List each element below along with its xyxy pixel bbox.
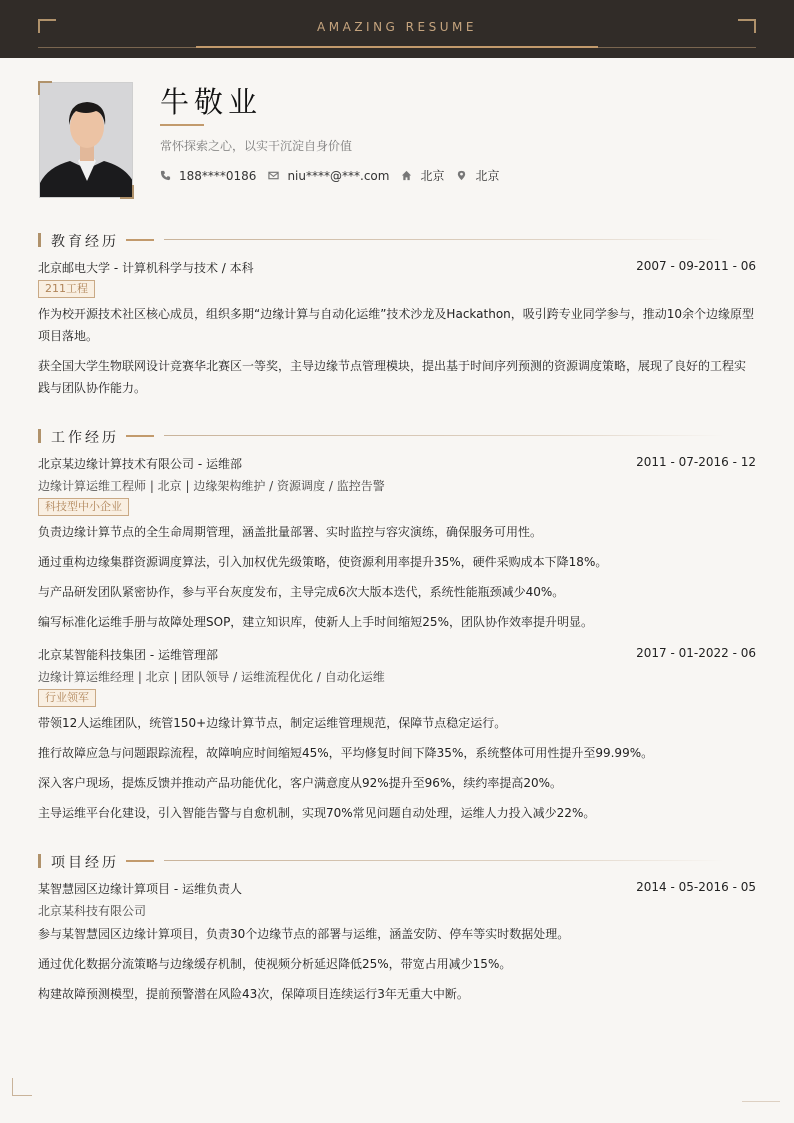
company-department: 北京某边缘计算技术有限公司 - 运维部: [38, 457, 242, 471]
heading-bar: [38, 854, 41, 868]
work-detail: 主导运维平台化建设，引入智能告警与自愈机制，实现70%常见问题自动处理，运维人力投入减少22%。: [38, 806, 596, 820]
photo-frame-corner: [38, 81, 52, 95]
project-detail: 通过优化数据分流策略与边缘缓存机制，使视频分析延迟降低25%，带宽占用减少15%。: [38, 957, 512, 971]
heading-accent-line: [126, 435, 154, 437]
contact-location: [456, 167, 499, 184]
heading-accent-line: [126, 860, 154, 862]
phone-icon: [160, 170, 171, 181]
section-heading-education: [38, 232, 756, 248]
project-detail: 构建故障预测模型，提前预警潜在风险43次，保障项目连续运行3年无重大中断。: [38, 987, 469, 1001]
work-detail: 与产品研发团队紧密协作，参与平台灰度发布，主导完成6次大版本迭代，系统性能瓶颈减少40%。: [38, 585, 565, 599]
company-tag: 行业领军: [38, 689, 96, 707]
school-major-degree: 北京邮电大学 - 计算机科学与技术 / 本科: [38, 261, 254, 275]
location-text: 北京: [475, 169, 500, 183]
heading-accent-line: [126, 239, 154, 241]
footer-line-decoration: [742, 1101, 780, 1102]
photo-frame-corner: [120, 185, 134, 199]
mail-icon: [268, 170, 279, 181]
job-subtitle: 边缘计算运维工程师 | 北京 | 边缘架构维护 / 资源调度 / 监控告警: [38, 479, 385, 493]
location-icon: [456, 170, 467, 181]
date-range: 2014 - 05-2016 - 05: [636, 880, 756, 894]
date-range: 2017 - 01-2022 - 06: [636, 646, 756, 660]
heading-bar: [38, 233, 41, 247]
hometown-text: 北京: [420, 169, 445, 183]
date-range: 2011 - 07-2016 - 12: [636, 455, 756, 469]
profile-photo: [39, 82, 133, 198]
work-detail: 编写标准化运维手册与故障处理SOP，建立知识库，使新人上手时间缩短25%，团队协作效率提升明显。: [38, 615, 593, 629]
work-detail: 通过重构边缘集群资源调度算法，引入加权优先级策略，使资源利用率提升35%，硬件采购成本下降18%。: [38, 555, 608, 569]
avatar: [38, 81, 134, 199]
work-detail: 带领12人运维团队，统管150+边缘计算节点，制定运维管理规范，保障节点稳定运行。: [38, 716, 507, 730]
divider-accent: [196, 46, 598, 48]
email-text: niu****@***.com: [287, 168, 390, 183]
work-entry-header: [38, 455, 756, 472]
section-title: 项目经历: [51, 855, 119, 871]
person-name: 牛敬业: [160, 85, 263, 119]
work-detail: 负责边缘计算节点的全生命周期管理，涵盖批量部署、实时监控与容灾演练，确保服务可用性。: [38, 525, 543, 539]
company-department: 北京某智能科技集团 - 运维管理部: [38, 648, 218, 662]
project-entry-header: [38, 880, 756, 897]
section-title: 教育经历: [51, 234, 119, 250]
education-detail: 获全国大学生物联网设计竞赛华北赛区一等奖，主导边缘节点管理模块，提出基于时间序列预测的资源调度策略，展现了良好的工程实践与团队协作能力。: [38, 359, 747, 395]
education-detail: 作为校开源技术社区核心成员，组织多期“边缘计算与自动化运维”技术沙龙及Hackathon，吸引跨专业同学参与，推动10余个边缘原型项目落地。: [38, 307, 755, 343]
name-underline: [160, 124, 204, 126]
contact-hometown: [401, 167, 444, 184]
section-heading-work: [38, 428, 756, 444]
company-tag: 科技型中小企业: [38, 498, 129, 516]
motto: 常怀探索之心，以实干沉淀自身价值: [160, 139, 353, 153]
project-role: 某智慧园区边缘计算项目 - 运维负责人: [38, 882, 242, 896]
heading-rule: [164, 435, 724, 436]
school-tag: 211工程: [38, 280, 95, 298]
project-company: 北京某科技有限公司: [38, 904, 147, 918]
header-banner: [0, 0, 794, 58]
heading-rule: [164, 860, 724, 861]
home-icon: [401, 170, 412, 181]
education-entry-header: [38, 259, 756, 276]
contact-phone: [160, 169, 256, 183]
section-title: 工作经历: [51, 430, 119, 446]
heading-rule: [164, 239, 724, 240]
person-portrait: [40, 83, 133, 198]
work-detail: 深入客户现场，提炼反馈并推动产品功能优化，客户满意度从92%提升至96%，续约率提高20%。: [38, 776, 563, 790]
phone-text: 188****0186: [179, 168, 257, 183]
heading-bar: [38, 429, 41, 443]
date-range: 2007 - 09-2011 - 06: [636, 259, 756, 273]
section-heading-projects: [38, 853, 756, 869]
footer-corner-decoration: [12, 1078, 32, 1096]
job-subtitle: 边缘计算运维经理 | 北京 | 团队领导 / 运维流程优化 / 自动化运维: [38, 670, 385, 684]
project-detail: 参与某智慧园区边缘计算项目，负责30个边缘节点的部署与运维，涵盖安防、停车等实时数据处理。: [38, 927, 570, 941]
contact-email: [268, 169, 389, 183]
brand-title: AMAZING RESUME: [317, 20, 477, 34]
contact-list: [160, 167, 511, 184]
work-detail: 推行故障应急与问题跟踪流程，故障响应时间缩短45%，平均修复时间下降35%，系统整体可用性提升至99.99%。: [38, 746, 654, 760]
work-entry-header: [38, 646, 756, 663]
